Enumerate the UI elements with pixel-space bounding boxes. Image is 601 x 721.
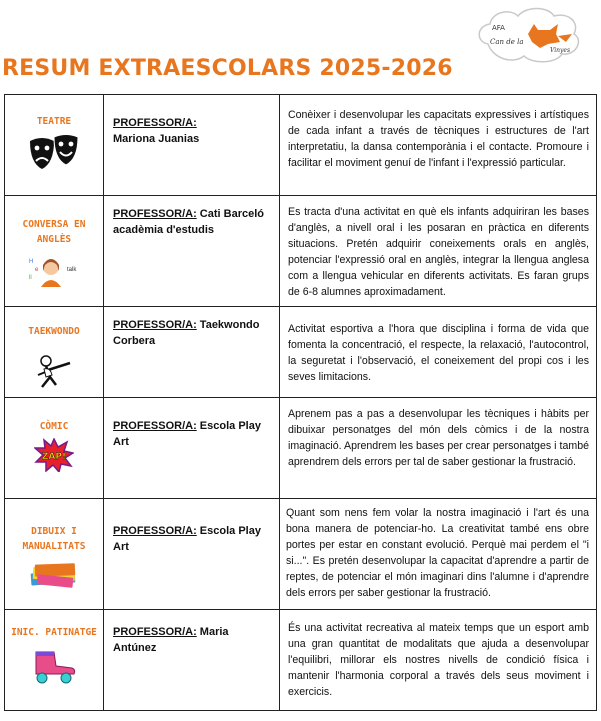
activity-name: TEATRE	[36, 116, 72, 127]
afa-logo	[474, 4, 584, 66]
svg-text:AFA: AFA	[492, 24, 505, 32]
svg-text:ll: ll	[29, 275, 32, 281]
professor-label: PROFESSOR/A:	[113, 420, 197, 432]
professor-name: Taekwondo Corbera	[113, 319, 260, 347]
table-row	[5, 196, 597, 307]
svg-text:Can de la: Can de la	[490, 38, 524, 46]
table-row	[5, 307, 597, 398]
professor-name: Cati Barceló acadèmia d'estudis	[113, 208, 264, 236]
activity-description: Aprenem pas a pas a desenvolupar les tècniques i hàbits per dibuixar personatges del món dels còmics i de la nostra imaginació. Aprendrem les bases per crear personatges i també aprendrem dels errors per tal de saber gestionar la frustració.	[280, 398, 597, 499]
activity-name: TAEKWONDO	[28, 326, 80, 337]
svg-text:talk: talk	[67, 267, 77, 273]
professor-label: PROFESSOR/A:	[113, 525, 197, 537]
table-row	[5, 499, 597, 610]
svg-text:Vinyes: Vinyes	[550, 47, 571, 54]
professor-name: Escola Play Art	[113, 420, 261, 448]
theater-masks-icon	[28, 133, 80, 173]
zap-comic-icon	[34, 438, 74, 472]
craft-paper-icon	[27, 562, 81, 590]
table-row	[5, 398, 597, 499]
activity-description: És una activitat recreativa al mateix temps que un esport amb una gran quantitat de modalitats que ajuda a desenvolupar l'equilibri, millorar els nostres nivells de condició física i mantenir l'harmonia corporal a través dels seus moviment i exercicis.	[280, 610, 597, 711]
professor-name: Maria Antúnez	[113, 626, 229, 654]
roller-skate-icon	[28, 648, 80, 684]
activity-name: CONVERSA EN ANGLÈS	[22, 219, 86, 245]
activity-name: DIBUIX I MANUALITATS	[22, 526, 86, 552]
svg-text:e: e	[35, 267, 39, 273]
activities-table	[4, 94, 597, 711]
activity-name: INIC. PATINATGE	[11, 627, 97, 638]
talking-girl-icon	[23, 251, 85, 289]
table-row	[5, 610, 597, 711]
page-title: RESUM EXTRAESCOLARS 2025-2026	[2, 56, 453, 81]
professor-label: PROFESSOR/A:	[113, 117, 197, 129]
activity-description: Conèixer i desenvolupar les capacitats expressives i artístiques de cada infant a través de tècniques i estructures de l'art interpretatiu, la dansa contemporània i el contacte. Promoure i facilitar el moviment genuí de l'infant i l'expressió particular.	[280, 95, 597, 196]
activity-description: Activitat esportiva a l'hora que disciplina i forma de vida que fomenta la concentració, el respecte, la relaxació, l'autocontrol, la seguretat i l'observació, el coneixement del propi cos i les seves limitacions.	[280, 307, 597, 398]
professor-label: PROFESSOR/A:	[113, 626, 197, 638]
activity-name: CÒMIC	[39, 421, 69, 432]
professor-label: PROFESSOR/A:	[113, 208, 197, 220]
professor-name: Mariona Juanias	[113, 133, 200, 145]
svg-text:H: H	[29, 259, 34, 265]
taekwondo-kick-icon	[34, 353, 74, 389]
table-row	[5, 95, 597, 196]
professor-name: Escola Play Art	[113, 525, 261, 553]
svg-text:ZAP!: ZAP!	[41, 452, 67, 462]
professor-label: PROFESSOR/A:	[113, 319, 197, 331]
activity-description: Quant som nens fem volar la nostra imaginació i l'art és una bona manera de potenciar-ho. La creativitat també ens obre portes per estar en constant evolució. Perquè mai perdem el "i si...". Es pretén desenvolupar la capacitat d'aprendre a partir de reptes, de potenciar el món imaginari dins l'alumne i d'aprendre dels errors per saber gestionar la frustració.	[280, 499, 597, 610]
activity-description: Es tracta d'una activitat en què els infants adquiriran les bases d'anglès, a nivell oral i les posaran en pràctica en diferents situacions. Pretén adquirir coneixements orals en anglès, potenciar l'expressió oral en anglès, integrar la llengua anglesa com a llengua vehicular en diferents activitats. Es faran grups de 6-8 alumnes aproximadament.	[280, 196, 597, 307]
